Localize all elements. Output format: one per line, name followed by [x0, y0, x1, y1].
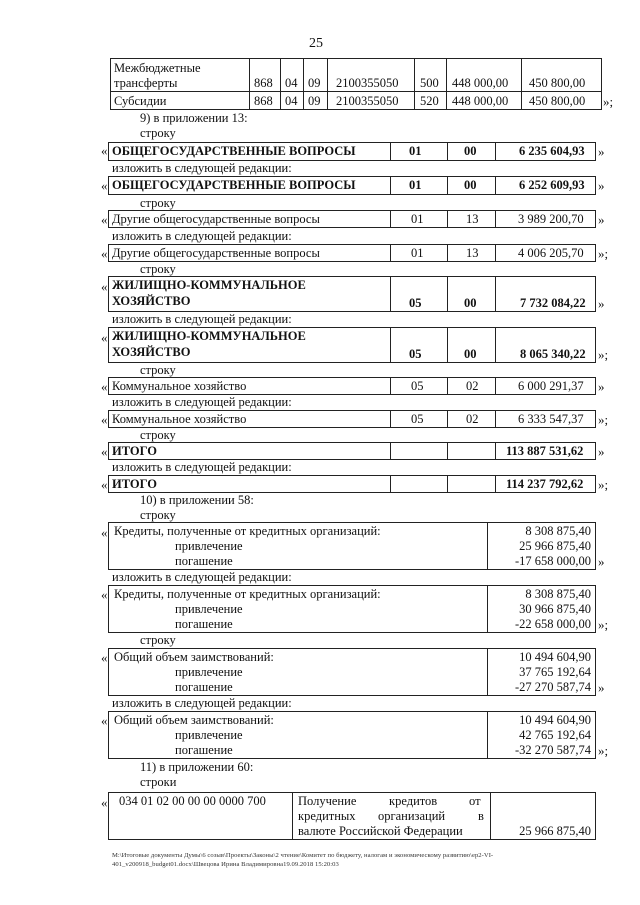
line-label: строку [140, 126, 176, 140]
cell-rz: 04 [285, 94, 298, 108]
desc-word: кредитов [389, 794, 438, 808]
cell-rz: 05 [409, 347, 422, 361]
closing-quote: »; [598, 477, 609, 492]
closing-quote: » [598, 178, 605, 193]
opening-quote: « [101, 379, 108, 394]
line-label: строку [140, 428, 176, 442]
opening-quote: « [101, 246, 108, 261]
row-name-line1: Межбюджетные [114, 61, 201, 75]
edit-label: изложить в следующей редакции: [112, 161, 292, 175]
closing-quote: » [598, 554, 605, 569]
volume-repay: -32 270 587,74 [514, 743, 591, 757]
credits-label: Кредиты, полученные от кредитных организаций: [114, 524, 381, 538]
cell-sum1: 448 000,00 [452, 76, 509, 90]
cell-sum: 8 065 340,22 [520, 347, 586, 361]
row-name: ОБЩЕГОСУДАРСТВЕННЫЕ ВОПРОСЫ [112, 144, 356, 158]
cell-pr: 13 [466, 212, 479, 226]
cell-sum: 3 989 200,70 [518, 212, 584, 226]
borrow-label: привлечение [175, 728, 243, 742]
volume-total: 10 494 604,90 [519, 650, 591, 664]
row-name-line1: ЖИЛИЩНО-КОММУНАЛЬНОЕ [112, 278, 306, 292]
cell-rz: 05 [411, 412, 424, 426]
closing-quote: »; [598, 246, 609, 261]
line-label: строку [140, 196, 176, 210]
cell-csr: 2100355050 [336, 94, 399, 108]
repay-label: погашение [175, 617, 233, 631]
closing-quote: »; [598, 617, 609, 632]
cell-pr: 09 [308, 94, 321, 108]
volume-total: 10 494 604,90 [519, 713, 591, 727]
borrow-label: привлечение [175, 539, 243, 553]
line-label: строку [140, 363, 176, 377]
credits-borrow: 30 966 875,40 [519, 602, 591, 616]
row-name: Субсидии [114, 94, 167, 108]
cell-vr: 520 [420, 94, 439, 108]
cell-sum: 4 006 205,70 [518, 246, 584, 260]
volume-borrow: 37 765 192,64 [519, 665, 591, 679]
opening-quote: « [101, 587, 108, 602]
borrow-label: привлечение [175, 665, 243, 679]
row-name: ИТОГО [112, 444, 157, 458]
cell-csr: 2100355050 [336, 76, 399, 90]
closing-quote: » [598, 212, 605, 227]
credits-total: 8 308 875,40 [525, 524, 591, 538]
cell-rz: 01 [409, 178, 422, 192]
row-name: Коммунальное хозяйство [112, 412, 247, 426]
opening-quote: « [101, 330, 108, 345]
credits-total: 8 308 875,40 [525, 587, 591, 601]
source-code: 034 01 02 00 00 00 0000 700 [119, 794, 266, 808]
edit-label: изложить в следующей редакции: [112, 570, 292, 584]
cell-sum: 6 235 604,93 [519, 144, 585, 158]
edit-label: изложить в следующей редакции: [112, 696, 292, 710]
opening-quote: « [101, 178, 108, 193]
cell-sum: 7 732 084,22 [520, 296, 586, 310]
cell-ved: 868 [254, 94, 273, 108]
footer-path-line2: 401_v200918_budget01.docx\Швецова Ирина Владимировна19.09.2018 15:20:03 [112, 861, 339, 868]
row-name-line2: трансферты [114, 76, 178, 90]
cell-sum1: 448 000,00 [452, 94, 509, 108]
item-10-heading: 10) в приложении 58: [140, 493, 254, 507]
cell-rz: 01 [411, 246, 424, 260]
cell-pr: 02 [466, 379, 479, 393]
cell-sum: 113 887 531,62 [506, 444, 584, 458]
cell-ved: 868 [254, 76, 273, 90]
cell-vr: 500 [420, 76, 439, 90]
credits-repay: -22 658 000,00 [514, 617, 591, 631]
closing-quote: »; [598, 412, 609, 427]
opening-quote: « [101, 412, 108, 427]
desc-word: Получение [298, 794, 357, 808]
opening-quote: « [101, 444, 108, 459]
cell-rz: 04 [285, 76, 298, 90]
cell-sum2: 450 800,00 [529, 94, 586, 108]
cell-pr: 13 [466, 246, 479, 260]
desc-word: кредитных [298, 809, 356, 823]
closing-quote: »; [598, 347, 609, 362]
row-name: Другие общегосударственные вопросы [112, 246, 320, 260]
closing-quote: » [598, 680, 605, 695]
edit-label: изложить в следующей редакции: [112, 229, 292, 243]
cell-sum: 114 237 792,62 [506, 477, 584, 491]
row-name: ОБЩЕГОСУДАРСТВЕННЫЕ ВОПРОСЫ [112, 178, 356, 192]
repay-label: погашение [175, 554, 233, 568]
line-label: строку [140, 262, 176, 276]
row-name: Другие общегосударственные вопросы [112, 212, 320, 226]
opening-quote: « [101, 650, 108, 665]
cell-sum: 6 333 547,37 [518, 412, 584, 426]
desc-word: организаций [378, 809, 446, 823]
cell-sum: 25 966 875,40 [519, 824, 591, 838]
opening-quote: « [101, 212, 108, 227]
credits-label: Кредиты, полученные от кредитных организаций: [114, 587, 381, 601]
cell-rz: 05 [411, 379, 424, 393]
edit-label: изложить в следующей редакции: [112, 460, 292, 474]
opening-quote: « [101, 279, 108, 294]
closing-quote: » [598, 296, 605, 311]
desc-word: в [478, 809, 484, 823]
edit-label: изложить в следующей редакции: [112, 312, 292, 326]
row-name: ИТОГО [112, 477, 157, 491]
line-label: строку [140, 508, 176, 522]
repay-label: погашение [175, 743, 233, 757]
cell-sum: 6 000 291,37 [518, 379, 584, 393]
closing-quote: » [598, 379, 605, 394]
cell-pr: 09 [308, 76, 321, 90]
cell-sum2: 450 800,00 [529, 76, 586, 90]
opening-quote: « [101, 525, 108, 540]
page-number: 25 [309, 36, 323, 51]
cell-rz: 01 [411, 212, 424, 226]
volume-label: Общий объем заимствований: [114, 713, 274, 727]
row-name-line2: ХОЗЯЙСТВО [112, 294, 191, 308]
opening-quote: « [101, 477, 108, 492]
row-name-line2: ХОЗЯЙСТВО [112, 345, 191, 359]
desc-line: валюте Российской Федерации [298, 824, 463, 838]
row-name-line1: ЖИЛИЩНО-КОММУНАЛЬНОЕ [112, 329, 306, 343]
volume-borrow: 42 765 192,64 [519, 728, 591, 742]
credits-repay: -17 658 000,00 [514, 554, 591, 568]
closing-quote: » [598, 144, 605, 159]
desc-word: от [469, 794, 481, 808]
borrow-label: привлечение [175, 602, 243, 616]
closing-quote: »; [603, 94, 614, 109]
closing-quote: » [598, 444, 605, 459]
cell-rz: 01 [409, 144, 422, 158]
opening-quote: « [101, 713, 108, 728]
cell-pr: 02 [466, 412, 479, 426]
item-11-heading: 11) в приложении 60: [140, 760, 254, 774]
item-9-heading: 9) в приложении 13: [140, 111, 248, 125]
footer-path-line1: М:\Итоговые документы Думы\6 созыв\Проекты\Законы\2 чтение\Комитет по бюджету, налогам и экономическому развитию\ep2-VI- [112, 852, 494, 859]
volume-label: Общий объем заимствований: [114, 650, 274, 664]
repay-label: погашение [175, 680, 233, 694]
row-name: Коммунальное хозяйство [112, 379, 247, 393]
line-label: строку [140, 633, 176, 647]
cell-sum: 6 252 609,93 [519, 178, 585, 192]
closing-quote: »; [598, 743, 609, 758]
cell-pr: 00 [464, 296, 477, 310]
cell-rz: 05 [409, 296, 422, 310]
credits-borrow: 25 966 875,40 [519, 539, 591, 553]
opening-quote: « [101, 795, 108, 810]
opening-quote: « [101, 143, 108, 158]
cell-pr: 00 [464, 347, 477, 361]
lines-label: строки [140, 775, 177, 789]
cell-pr: 00 [464, 144, 477, 158]
edit-label: изложить в следующей редакции: [112, 395, 292, 409]
cell-pr: 00 [464, 178, 477, 192]
volume-repay: -27 270 587,74 [514, 680, 591, 694]
